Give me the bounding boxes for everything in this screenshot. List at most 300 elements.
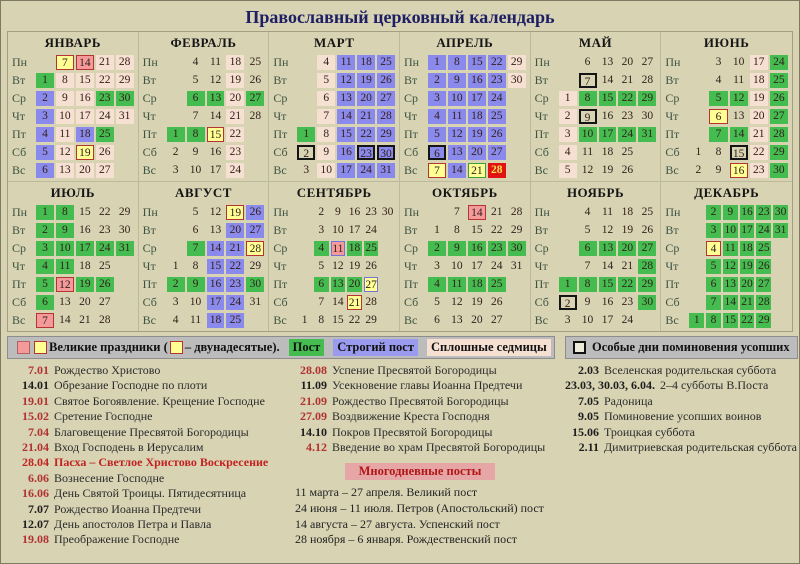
feast-date: 7.07 xyxy=(28,501,49,516)
feast-name: Святое Богоявление. Крещение Господне xyxy=(54,393,265,408)
day-cell: 9 xyxy=(448,241,466,256)
weekday-label: Пн xyxy=(665,204,681,219)
day-cell: 1 xyxy=(559,91,577,106)
feast-list-middle-items xyxy=(285,363,555,455)
day-cell: 3 xyxy=(36,109,54,124)
day-cell: 4 xyxy=(715,73,722,86)
day-cell: 19 xyxy=(621,223,634,236)
day-cell: 6 xyxy=(584,55,591,68)
day-cell: 14 xyxy=(209,109,222,122)
day-cell: 10 xyxy=(317,163,335,178)
feast-date: 2.03 xyxy=(578,363,599,377)
weekday-label: Пн xyxy=(12,54,28,69)
day-cell: 28 xyxy=(116,55,134,70)
day-cell: 17 xyxy=(348,223,361,236)
day-cell: 18 xyxy=(621,205,634,218)
day-cell: 4 xyxy=(428,277,446,292)
feast-name: Введение во храм Пресвятой Богородицы xyxy=(332,440,546,455)
day-cell: 15 xyxy=(471,223,483,236)
weekday-label: Вс xyxy=(534,162,548,177)
day-cell: 13 xyxy=(601,55,614,68)
weekday-label: Сб xyxy=(273,144,288,159)
weekday-label: Ср xyxy=(142,90,157,105)
day-cell: 6 xyxy=(317,91,335,106)
weekday-label: Пт xyxy=(273,126,288,141)
feast-date: 21.04 xyxy=(22,440,49,455)
month-title: АПРЕЛЬ xyxy=(436,35,494,50)
day-cell: 6 xyxy=(579,241,597,256)
day-cell: 19 xyxy=(601,163,614,176)
weekday-label: Ср xyxy=(534,240,549,255)
day-cell: 26 xyxy=(641,223,654,236)
page-title: Православный церковный календарь xyxy=(245,7,555,27)
day-cell: 17 xyxy=(76,241,94,256)
day-cell: 29 xyxy=(116,73,134,88)
day-cell: 17 xyxy=(337,163,355,178)
day-cell: 13 xyxy=(724,277,737,290)
day-cell: 12 xyxy=(209,73,222,86)
day-cell: 21 xyxy=(468,163,486,178)
day-cell: 26 xyxy=(246,205,264,220)
day-cell: 23 xyxy=(226,145,244,160)
day-cell: 24 xyxy=(488,91,506,106)
day-cell: 30 xyxy=(116,91,134,106)
feast-name: Сретение Господне xyxy=(54,409,153,424)
day-cell: 15 xyxy=(468,55,486,70)
month-title: СЕНТЯБРЬ xyxy=(296,185,372,200)
weekday-label: Вс xyxy=(665,312,679,327)
day-cell: 24 xyxy=(491,259,503,272)
day-cell: 4 xyxy=(428,109,446,124)
month-title: МАРТ xyxy=(313,35,355,50)
day-cell: 23 xyxy=(96,91,114,106)
day-cell: 14 xyxy=(601,73,614,86)
weekday-label: Ср xyxy=(665,90,680,105)
weekday-label: Пн xyxy=(665,54,681,69)
twelve-feast-swatch xyxy=(170,341,183,354)
day-cell: 28 xyxy=(770,127,788,142)
day-cell: 1 xyxy=(301,313,308,326)
day-cell: 9 xyxy=(584,295,591,308)
day-cell: 10 xyxy=(579,127,597,142)
day-cell: 28 xyxy=(377,109,395,124)
feast-name: Успение Пресвятой Богородицы xyxy=(332,363,497,377)
day-cell: 21 xyxy=(750,127,768,142)
day-cell: 3 xyxy=(36,241,54,256)
feast-date: 7.04 xyxy=(28,424,49,439)
day-cell: 20 xyxy=(621,55,634,68)
day-cell: 11 xyxy=(601,205,614,218)
legend-solid-weeks-chip: Сплошные седмицы xyxy=(427,339,551,356)
day-cell: 19 xyxy=(750,91,768,106)
weekday-label: Ср xyxy=(404,90,419,105)
day-cell: 14 xyxy=(601,259,614,272)
day-cell: 7 xyxy=(56,55,74,70)
day-cell: 2 xyxy=(706,205,721,220)
feast-date: 9.05 xyxy=(578,409,599,424)
day-cell: 9 xyxy=(317,145,335,160)
day-cell: 20 xyxy=(618,241,636,256)
day-cell: 24 xyxy=(357,163,375,178)
day-cell: 29 xyxy=(249,259,262,272)
legend-great-feasts-suffix: – двунадесятые). xyxy=(184,340,280,354)
day-cell: 15 xyxy=(207,259,225,274)
fast-period-item: 24 июня – 11 июля. Петров (Апостольский) пост xyxy=(295,501,544,516)
day-cell: 26 xyxy=(488,127,506,142)
day-cell: 15 xyxy=(79,205,91,218)
weekday-label: Пт xyxy=(534,276,549,291)
day-cell: 24 xyxy=(96,109,114,124)
weekday-label: Чт xyxy=(665,258,679,273)
day-cell: 7 xyxy=(318,295,325,308)
day-cell: 17 xyxy=(468,91,486,106)
day-cell: 31 xyxy=(249,295,262,308)
day-cell: 7 xyxy=(454,205,460,218)
day-cell: 11 xyxy=(56,259,74,274)
weekday-label: Вс xyxy=(665,162,679,177)
day-cell: 10 xyxy=(451,259,463,272)
day-cell: 26 xyxy=(770,91,788,106)
day-cell: 13 xyxy=(59,295,71,308)
feast-date: 27.09 xyxy=(300,409,327,424)
day-cell: 22 xyxy=(99,205,111,218)
weekday-label: Пт xyxy=(142,276,157,291)
feast-item xyxy=(7,532,285,547)
day-cell: 27 xyxy=(641,55,654,68)
day-cell: 9 xyxy=(56,91,74,106)
day-cell: 16 xyxy=(207,277,225,292)
day-cell: 5 xyxy=(434,295,440,308)
day-cell: 21 xyxy=(226,241,244,256)
feast-name: 2–4 субботы В.Поста xyxy=(660,378,769,393)
day-cell: 17 xyxy=(209,163,222,176)
day-cell: 5 xyxy=(317,73,335,88)
day-cell: 2 xyxy=(36,91,54,106)
weekday-label: Вт xyxy=(273,72,287,87)
day-cell: 29 xyxy=(770,145,788,160)
day-cell: 6 xyxy=(706,277,721,292)
day-cell: 25 xyxy=(226,313,244,328)
day-cell: 21 xyxy=(491,205,503,218)
month-title: НОЯБРЬ xyxy=(566,185,625,200)
day-cell: 31 xyxy=(510,259,523,272)
day-cell: 16 xyxy=(730,163,748,178)
feast-item xyxy=(7,394,285,409)
feast-item xyxy=(285,378,555,393)
weekday-label: Пт xyxy=(665,276,680,291)
day-cell: 27 xyxy=(96,163,114,178)
weekday-label: Чт xyxy=(273,258,287,273)
day-cell: 31 xyxy=(116,109,134,124)
day-cell: 20 xyxy=(468,145,486,160)
weekday-label: Ср xyxy=(142,240,157,255)
feast-date: 4.12 xyxy=(306,440,327,455)
day-cell: 30 xyxy=(770,163,788,178)
day-cell: 16 xyxy=(601,295,614,308)
weekday-label: Вс xyxy=(273,312,287,327)
day-cell: 21 xyxy=(621,259,634,272)
memorial-day-swatch xyxy=(573,341,586,354)
feast-date: 21.09 xyxy=(300,393,327,408)
day-cell: 11 xyxy=(448,277,466,292)
day-cell: 18 xyxy=(79,259,91,272)
day-cell: 25 xyxy=(249,55,262,68)
day-cell: 16 xyxy=(468,241,486,256)
day-cell: 29 xyxy=(508,55,526,70)
day-cell: 22 xyxy=(741,313,753,326)
legend-strict-fast-chip: Строгий пост xyxy=(333,339,418,356)
weekday-label: Вт xyxy=(665,222,679,237)
day-cell: 11 xyxy=(190,313,202,326)
weekday-label: Вс xyxy=(12,312,26,327)
day-cell: 12 xyxy=(730,91,748,106)
feast-name: Поминовение усопших воинов xyxy=(604,409,762,424)
day-cell: 23 xyxy=(357,145,375,160)
month-oct xyxy=(400,182,531,331)
feast-date: 15.06 xyxy=(572,424,599,439)
day-cell: 28 xyxy=(510,205,523,218)
day-cell: 1 xyxy=(434,223,440,236)
day-cell: 26 xyxy=(491,295,503,308)
day-cell: 23 xyxy=(99,223,111,236)
day-cell: 17 xyxy=(741,223,753,236)
day-cell: 17 xyxy=(750,55,768,70)
day-cell: 13 xyxy=(599,241,617,256)
day-cell: 16 xyxy=(601,109,614,122)
feast-date: 11.09 xyxy=(300,378,327,393)
feast-date: 14.01 xyxy=(22,378,49,393)
day-cell: 10 xyxy=(448,91,466,106)
weekday-label: Сб xyxy=(12,294,27,309)
day-cell: 3 xyxy=(428,91,446,106)
day-cell: 25 xyxy=(758,241,770,254)
day-cell: 13 xyxy=(337,91,355,106)
day-cell: 3 xyxy=(172,295,179,308)
day-cell: 14 xyxy=(76,55,94,70)
weekday-label: Чт xyxy=(534,108,548,123)
day-cell: 20 xyxy=(741,277,753,290)
day-cell: 24 xyxy=(226,163,244,178)
day-cell: 21 xyxy=(741,295,753,308)
day-cell: 30 xyxy=(774,205,787,218)
feast-item xyxy=(7,363,285,378)
feast-name: Рождество Иоанна Предтечи xyxy=(54,501,202,516)
day-cell: 4 xyxy=(172,313,179,326)
weekday-label: Пн xyxy=(534,54,550,69)
feast-date: 19.08 xyxy=(22,532,49,547)
weekday-label: Вт xyxy=(273,222,287,237)
day-cell: 9 xyxy=(723,205,738,220)
feast-item xyxy=(565,409,798,424)
feast-list-left xyxy=(7,363,285,548)
day-cell: 27 xyxy=(638,241,656,256)
day-cell: 24 xyxy=(618,127,636,142)
day-cell: 12 xyxy=(56,145,74,160)
weekday-label: Вс xyxy=(273,162,287,177)
day-cell: 18 xyxy=(468,109,486,124)
month-mar xyxy=(269,32,400,182)
day-cell: 11 xyxy=(337,55,355,70)
day-cell: 5 xyxy=(36,145,54,160)
day-cell: 4 xyxy=(36,259,54,274)
day-cell: 6 xyxy=(428,145,446,160)
legend-feasts-fasts-bar xyxy=(7,336,555,359)
day-cell: 12 xyxy=(337,73,355,88)
day-cell: 23 xyxy=(488,73,506,88)
day-cell: 23 xyxy=(621,109,634,122)
feast-date: 15.02 xyxy=(22,409,49,424)
day-cell: 13 xyxy=(209,223,222,236)
day-cell: 15 xyxy=(724,313,737,326)
feast-name: Воздвижение Креста Господня xyxy=(332,409,490,424)
weekday-label: Вт xyxy=(12,72,26,87)
day-cell: 24 xyxy=(770,55,788,70)
weekday-label: Пн xyxy=(142,54,158,69)
day-cell: 14 xyxy=(448,163,466,178)
day-cell: 25 xyxy=(621,145,634,158)
day-cell: 21 xyxy=(79,313,91,326)
day-cell: 28 xyxy=(365,295,377,308)
weekday-label: Чт xyxy=(12,108,26,123)
day-cell: 25 xyxy=(488,277,506,292)
weekday-label: Чт xyxy=(12,258,26,273)
feast-name: Вознесение Господне xyxy=(54,470,165,485)
feast-list-middle xyxy=(285,363,555,548)
feast-item xyxy=(7,502,285,517)
weekday-label: Сб xyxy=(665,144,680,159)
day-cell: 2 xyxy=(297,145,315,160)
twelve-feast-swatch xyxy=(34,341,47,354)
feast-item xyxy=(565,425,798,440)
weekday-label: Сб xyxy=(142,144,157,159)
multiday-fasts-list xyxy=(285,485,555,547)
month-sep xyxy=(269,182,400,331)
day-cell: 8 xyxy=(187,127,205,142)
month-title: ИЮНЬ xyxy=(703,35,750,50)
day-cell: 12 xyxy=(209,205,222,218)
day-cell: 1 xyxy=(172,259,179,272)
weekday-label: Пт xyxy=(12,276,26,291)
day-cell: 4 xyxy=(314,241,329,256)
day-cell: 12 xyxy=(581,163,594,176)
day-cell: 25 xyxy=(377,55,395,70)
day-cell: 1 xyxy=(167,127,185,142)
legend-fast-chip: Пост xyxy=(289,339,325,356)
day-cell: 23 xyxy=(488,241,506,256)
weekday-label: Пн xyxy=(273,204,289,219)
weekday-label: Вс xyxy=(12,162,26,177)
day-cell: 7 xyxy=(36,313,54,328)
fast-period-item: 14 августа – 27 августа. Успенский пост xyxy=(295,516,500,531)
day-cell: 25 xyxy=(488,109,506,124)
feast-name: Рождество Пресвятой Богородицы xyxy=(332,393,509,408)
day-cell: 28 xyxy=(99,313,111,326)
day-cell: 13 xyxy=(56,163,74,178)
day-cell: 22 xyxy=(491,223,503,236)
day-cell: 12 xyxy=(332,259,344,272)
weekday-label: Пт xyxy=(534,126,549,141)
day-cell: 3 xyxy=(706,223,721,238)
weekday-label: Пн xyxy=(142,204,158,219)
weekday-label: Вс xyxy=(142,312,156,327)
day-cell: 11 xyxy=(724,241,736,254)
month-dec xyxy=(661,182,792,331)
day-cell: 14 xyxy=(332,295,344,308)
feast-item xyxy=(7,440,285,455)
day-cell: 31 xyxy=(377,163,395,178)
weekday-label: Вт xyxy=(534,222,548,237)
day-cell: 2 xyxy=(172,145,179,158)
day-cell: 27 xyxy=(365,278,377,291)
day-cell: 27 xyxy=(99,295,111,308)
feast-name: Вселенская родительская суббота xyxy=(604,363,777,377)
day-cell: 6 xyxy=(314,277,329,292)
day-cell: 18 xyxy=(207,313,225,328)
day-cell: 19 xyxy=(741,259,753,272)
day-cell: 10 xyxy=(724,223,737,236)
weekday-label: Сб xyxy=(273,294,288,309)
day-cell: 18 xyxy=(76,127,94,142)
day-cell: 5 xyxy=(428,127,446,142)
weekday-label: Вт xyxy=(665,72,679,87)
day-cell: 16 xyxy=(79,223,91,236)
day-cell: 7 xyxy=(187,241,205,256)
weekday-label: Вт xyxy=(12,222,26,237)
day-cell: 26 xyxy=(96,277,114,292)
day-cell: 15 xyxy=(599,91,617,106)
weekday-label: Вс xyxy=(534,312,548,327)
day-cell: 17 xyxy=(599,127,617,142)
day-cell: 16 xyxy=(337,145,355,160)
calendar-grid xyxy=(7,31,793,332)
day-cell: 28 xyxy=(488,163,506,178)
weekday-label: Чт xyxy=(273,108,287,123)
feast-name: День Святой Троицы. Пятидесятница xyxy=(54,486,247,501)
day-cell: 10 xyxy=(56,109,74,124)
feast-item xyxy=(7,517,285,532)
weekday-label: Сб xyxy=(534,294,549,309)
day-cell: 8 xyxy=(318,313,325,326)
day-cell: 4 xyxy=(317,55,335,70)
day-cell: 16 xyxy=(76,91,94,106)
day-cell: 6 xyxy=(187,91,205,106)
day-cell: 2 xyxy=(559,109,577,124)
day-cell: 27 xyxy=(246,223,264,238)
day-cell: 22 xyxy=(226,127,244,142)
feast-name: Димитриевская родительская суббота xyxy=(604,440,797,455)
day-cell: 22 xyxy=(618,277,636,292)
feast-date: 14.10 xyxy=(300,424,327,439)
day-cell: 15 xyxy=(337,127,355,142)
day-cell: 10 xyxy=(56,241,74,256)
weekday-label: Пт xyxy=(12,126,26,141)
day-cell: 30 xyxy=(246,277,264,292)
day-cell: 9 xyxy=(715,163,722,176)
feast-item xyxy=(285,425,555,440)
day-cell: 2 xyxy=(695,163,702,176)
day-cell: 2 xyxy=(167,277,185,292)
weekday-label: Ср xyxy=(273,240,288,255)
day-cell: 9 xyxy=(448,73,466,88)
day-cell: 25 xyxy=(365,241,377,254)
day-cell: 4 xyxy=(192,55,199,68)
day-cell: 13 xyxy=(451,313,463,326)
feast-date: 2.11 xyxy=(578,440,599,455)
day-cell: 11 xyxy=(448,109,466,124)
day-cell: 29 xyxy=(758,313,770,326)
feast-name: Преображение Господне xyxy=(54,532,180,547)
weekday-label: Чт xyxy=(665,108,679,123)
